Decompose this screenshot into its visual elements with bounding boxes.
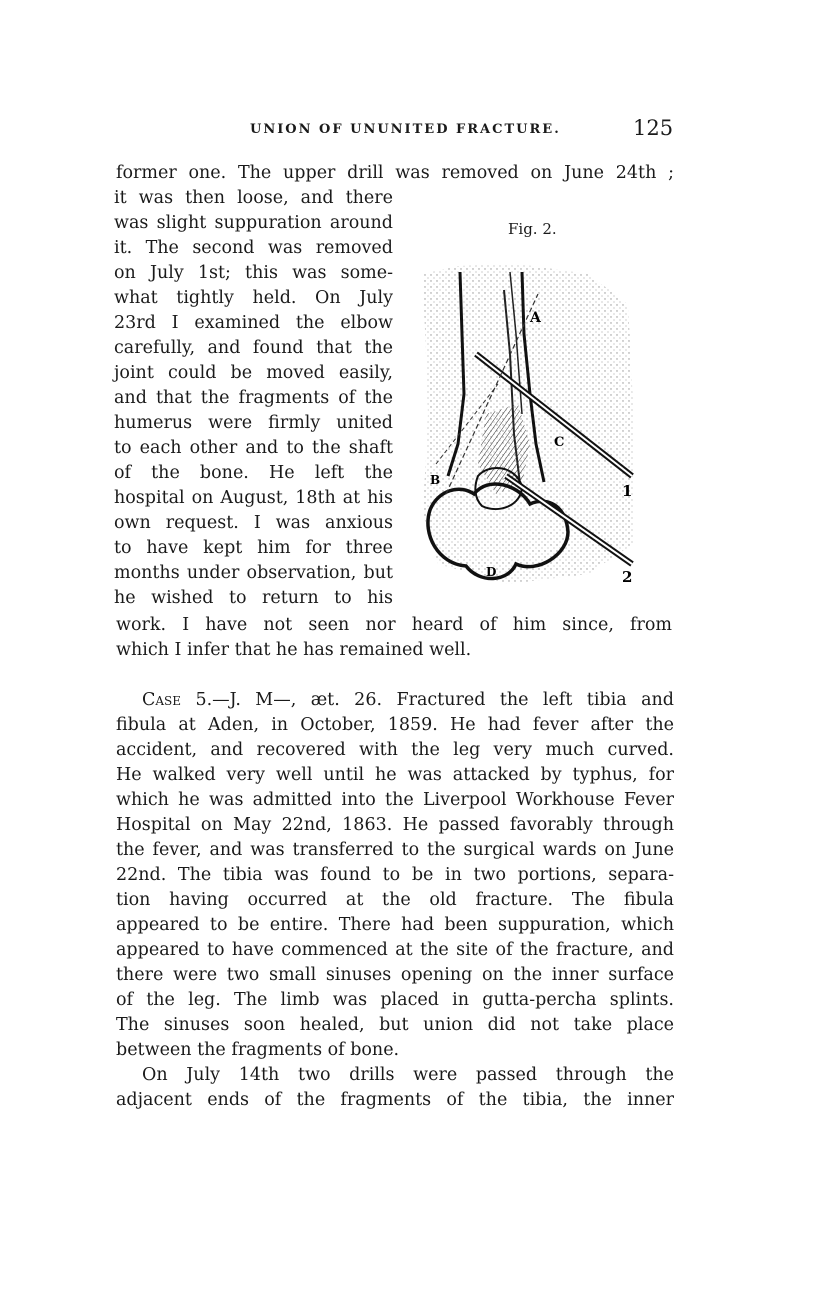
case-heading-rest: 5.—J. M—, æt. 26. Fractured the left tibia and [181, 690, 674, 710]
text-line: was slight suppuration around [114, 213, 393, 233]
figure-2 [418, 214, 648, 594]
label-a: A [530, 310, 541, 326]
text-line: to each other and to the shaft [114, 438, 393, 458]
label-c: C [554, 435, 565, 450]
text-line: carefully, and found that the [114, 338, 393, 358]
text-line: of the bone. He left the [114, 463, 393, 483]
label-2: 2 [622, 568, 633, 586]
ankle-drill-engraving [418, 214, 648, 594]
text-line: accident, and recovered with the leg very much curved. [116, 740, 674, 760]
text-line: adjacent ends of the fragments of the tibia, the inner [116, 1090, 674, 1110]
text-line: the fever, and was transferred to the surgical wards on June [116, 840, 674, 860]
text-line: humerus were firmly united [114, 413, 393, 433]
text-line: it was then loose, and there [114, 188, 393, 208]
text-line: He walked very well until he was attacked by typhus, for [116, 765, 674, 785]
text-line: 22nd. The tibia was found to be in two portions, separa- [116, 865, 674, 885]
text-line: hospital on August, 18th at his [114, 488, 393, 508]
figure-label: Fig. 2. [508, 220, 557, 238]
text-line: Hospital on May 22nd, 1863. He passed favorably through [116, 815, 674, 835]
text-line: own request. I was anxious [114, 513, 393, 533]
text-line: fibula at Aden, in October, 1859. He had fever after the [116, 715, 674, 735]
text-line: it. The second was removed [114, 238, 393, 258]
label-b: B [430, 473, 441, 487]
text-line: which he was admitted into the Liverpool Workhouse Fever [116, 790, 674, 810]
text-line: 23rd I examined the elbow [114, 313, 393, 333]
text-line: On July 14th two drills were passed through the [142, 1065, 674, 1085]
text-line: which I infer that he has remained well. [116, 640, 472, 660]
text-line: appeared to be entire. There had been suppuration, which [116, 915, 674, 935]
label-d: D [486, 565, 497, 579]
text-line: and that the fragments of the [114, 388, 393, 408]
text-line: appeared to have commenced at the site of the fracture, and [116, 940, 674, 960]
case-label: Case [142, 690, 182, 710]
soft-tissue-stipple [423, 264, 633, 584]
text-line: The sinuses soon healed, but union did not take place [116, 1015, 674, 1035]
text-line: what tightly held. On July [114, 288, 393, 308]
text-line: tion having occurred at the old fracture. The fibula [116, 890, 674, 910]
page-number: 125 [633, 116, 674, 140]
text-line: to have kept him for three [114, 538, 393, 558]
page-header [0, 116, 816, 144]
text-line: former one. The upper drill was removed on June 24th ; [116, 163, 674, 183]
text-line: joint could be moved easily, [114, 363, 393, 383]
case-heading-line [142, 688, 674, 713]
label-1: 1 [622, 482, 633, 500]
running-title: UNION OF UNUNITED FRACTURE. [250, 122, 561, 137]
text-line: he wished to return to his [114, 588, 393, 608]
text-line: work. I have not seen nor heard of him since, from [116, 615, 672, 635]
text-line: of the leg. The limb was placed in gutta-percha splints. [116, 990, 674, 1010]
text-line: there were two small sinuses opening on the inner surface [116, 965, 674, 985]
text-line: on July 1st; this was some- [114, 263, 393, 283]
text-line: between the fragments of bone. [116, 1040, 400, 1060]
text-line: months under observation, but [114, 563, 393, 583]
